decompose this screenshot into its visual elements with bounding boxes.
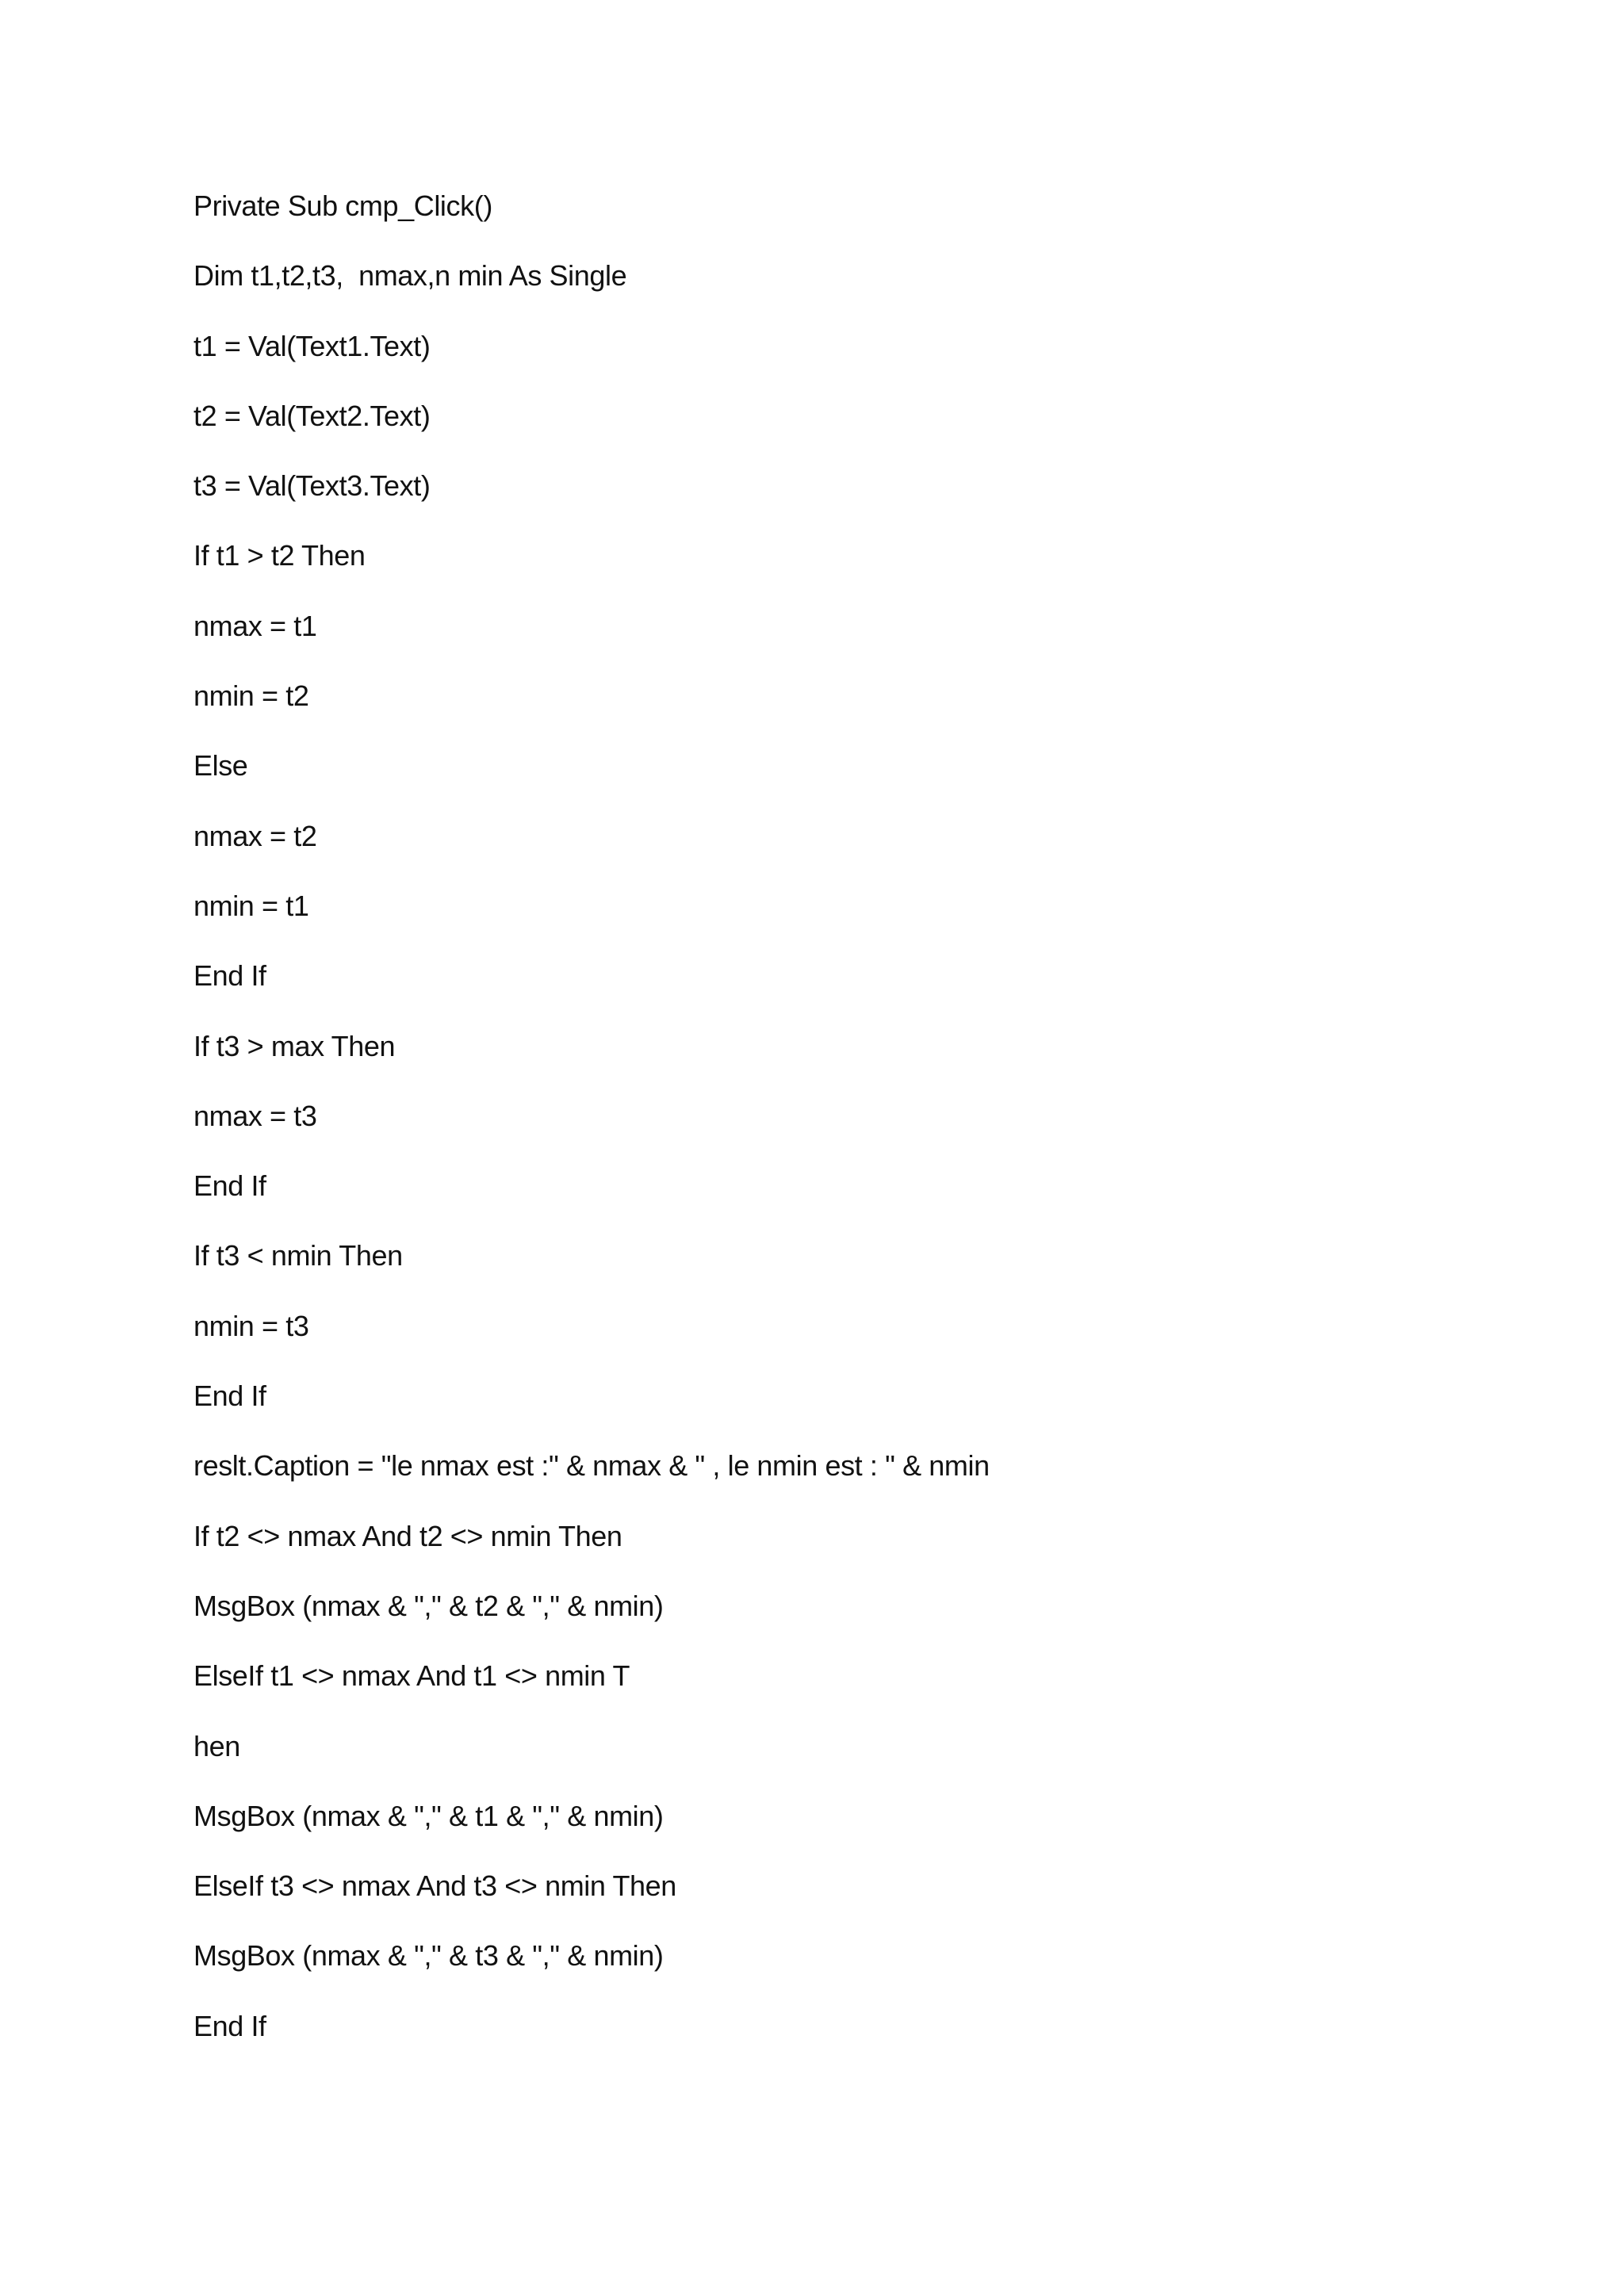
code-line: t1 = Val(Text1.Text): [193, 329, 431, 362]
code-line: End If: [193, 2009, 266, 2042]
code-line: t2 = Val(Text2.Text): [193, 399, 431, 432]
code-line: Dim t1,t2,t3, nmax,n min As Single: [193, 259, 627, 293]
code-line: nmin = t3: [193, 1309, 309, 1342]
code-line: End If: [193, 959, 266, 993]
code-line: nmax = t2: [193, 819, 317, 852]
code-line: nmax = t1: [193, 609, 317, 642]
code-line: nmin = t2: [193, 679, 309, 713]
code-line: ElseIf t1 <> nmax And t1 <> nmin T: [193, 1659, 630, 1693]
code-line: MsgBox (nmax & "," & t1 & "," & nmin): [193, 1799, 664, 1832]
code-line: Else: [193, 749, 248, 783]
code-line: If t3 < nmin Then: [193, 1239, 403, 1272]
code-line: If t1 > t2 Then: [193, 539, 366, 572]
code-line: nmin = t1: [193, 889, 309, 922]
code-line: If t3 > max Then: [193, 1029, 396, 1062]
code-line: MsgBox (nmax & "," & t2 & "," & nmin): [193, 1589, 664, 1622]
code-line: If t2 <> nmax And t2 <> nmin Then: [193, 1519, 622, 1552]
code-line: reslt.Caption = "le nmax est :" & nmax & " , le nmin est : " & nmin: [193, 1449, 990, 1483]
code-line: nmax = t3: [193, 1099, 317, 1132]
code-line: End If: [193, 1169, 266, 1203]
code-line: MsgBox (nmax & "," & t3 & "," & nmin): [193, 1939, 664, 1973]
code-line: End If: [193, 1380, 266, 1413]
code-line: ElseIf t3 <> nmax And t3 <> nmin Then: [193, 1869, 676, 1903]
code-line: t3 = Val(Text3.Text): [193, 469, 431, 503]
code-line: hen: [193, 1729, 240, 1762]
code-listing: [193, 189, 990, 2079]
code-line: Private Sub cmp_Click(): [193, 189, 492, 222]
